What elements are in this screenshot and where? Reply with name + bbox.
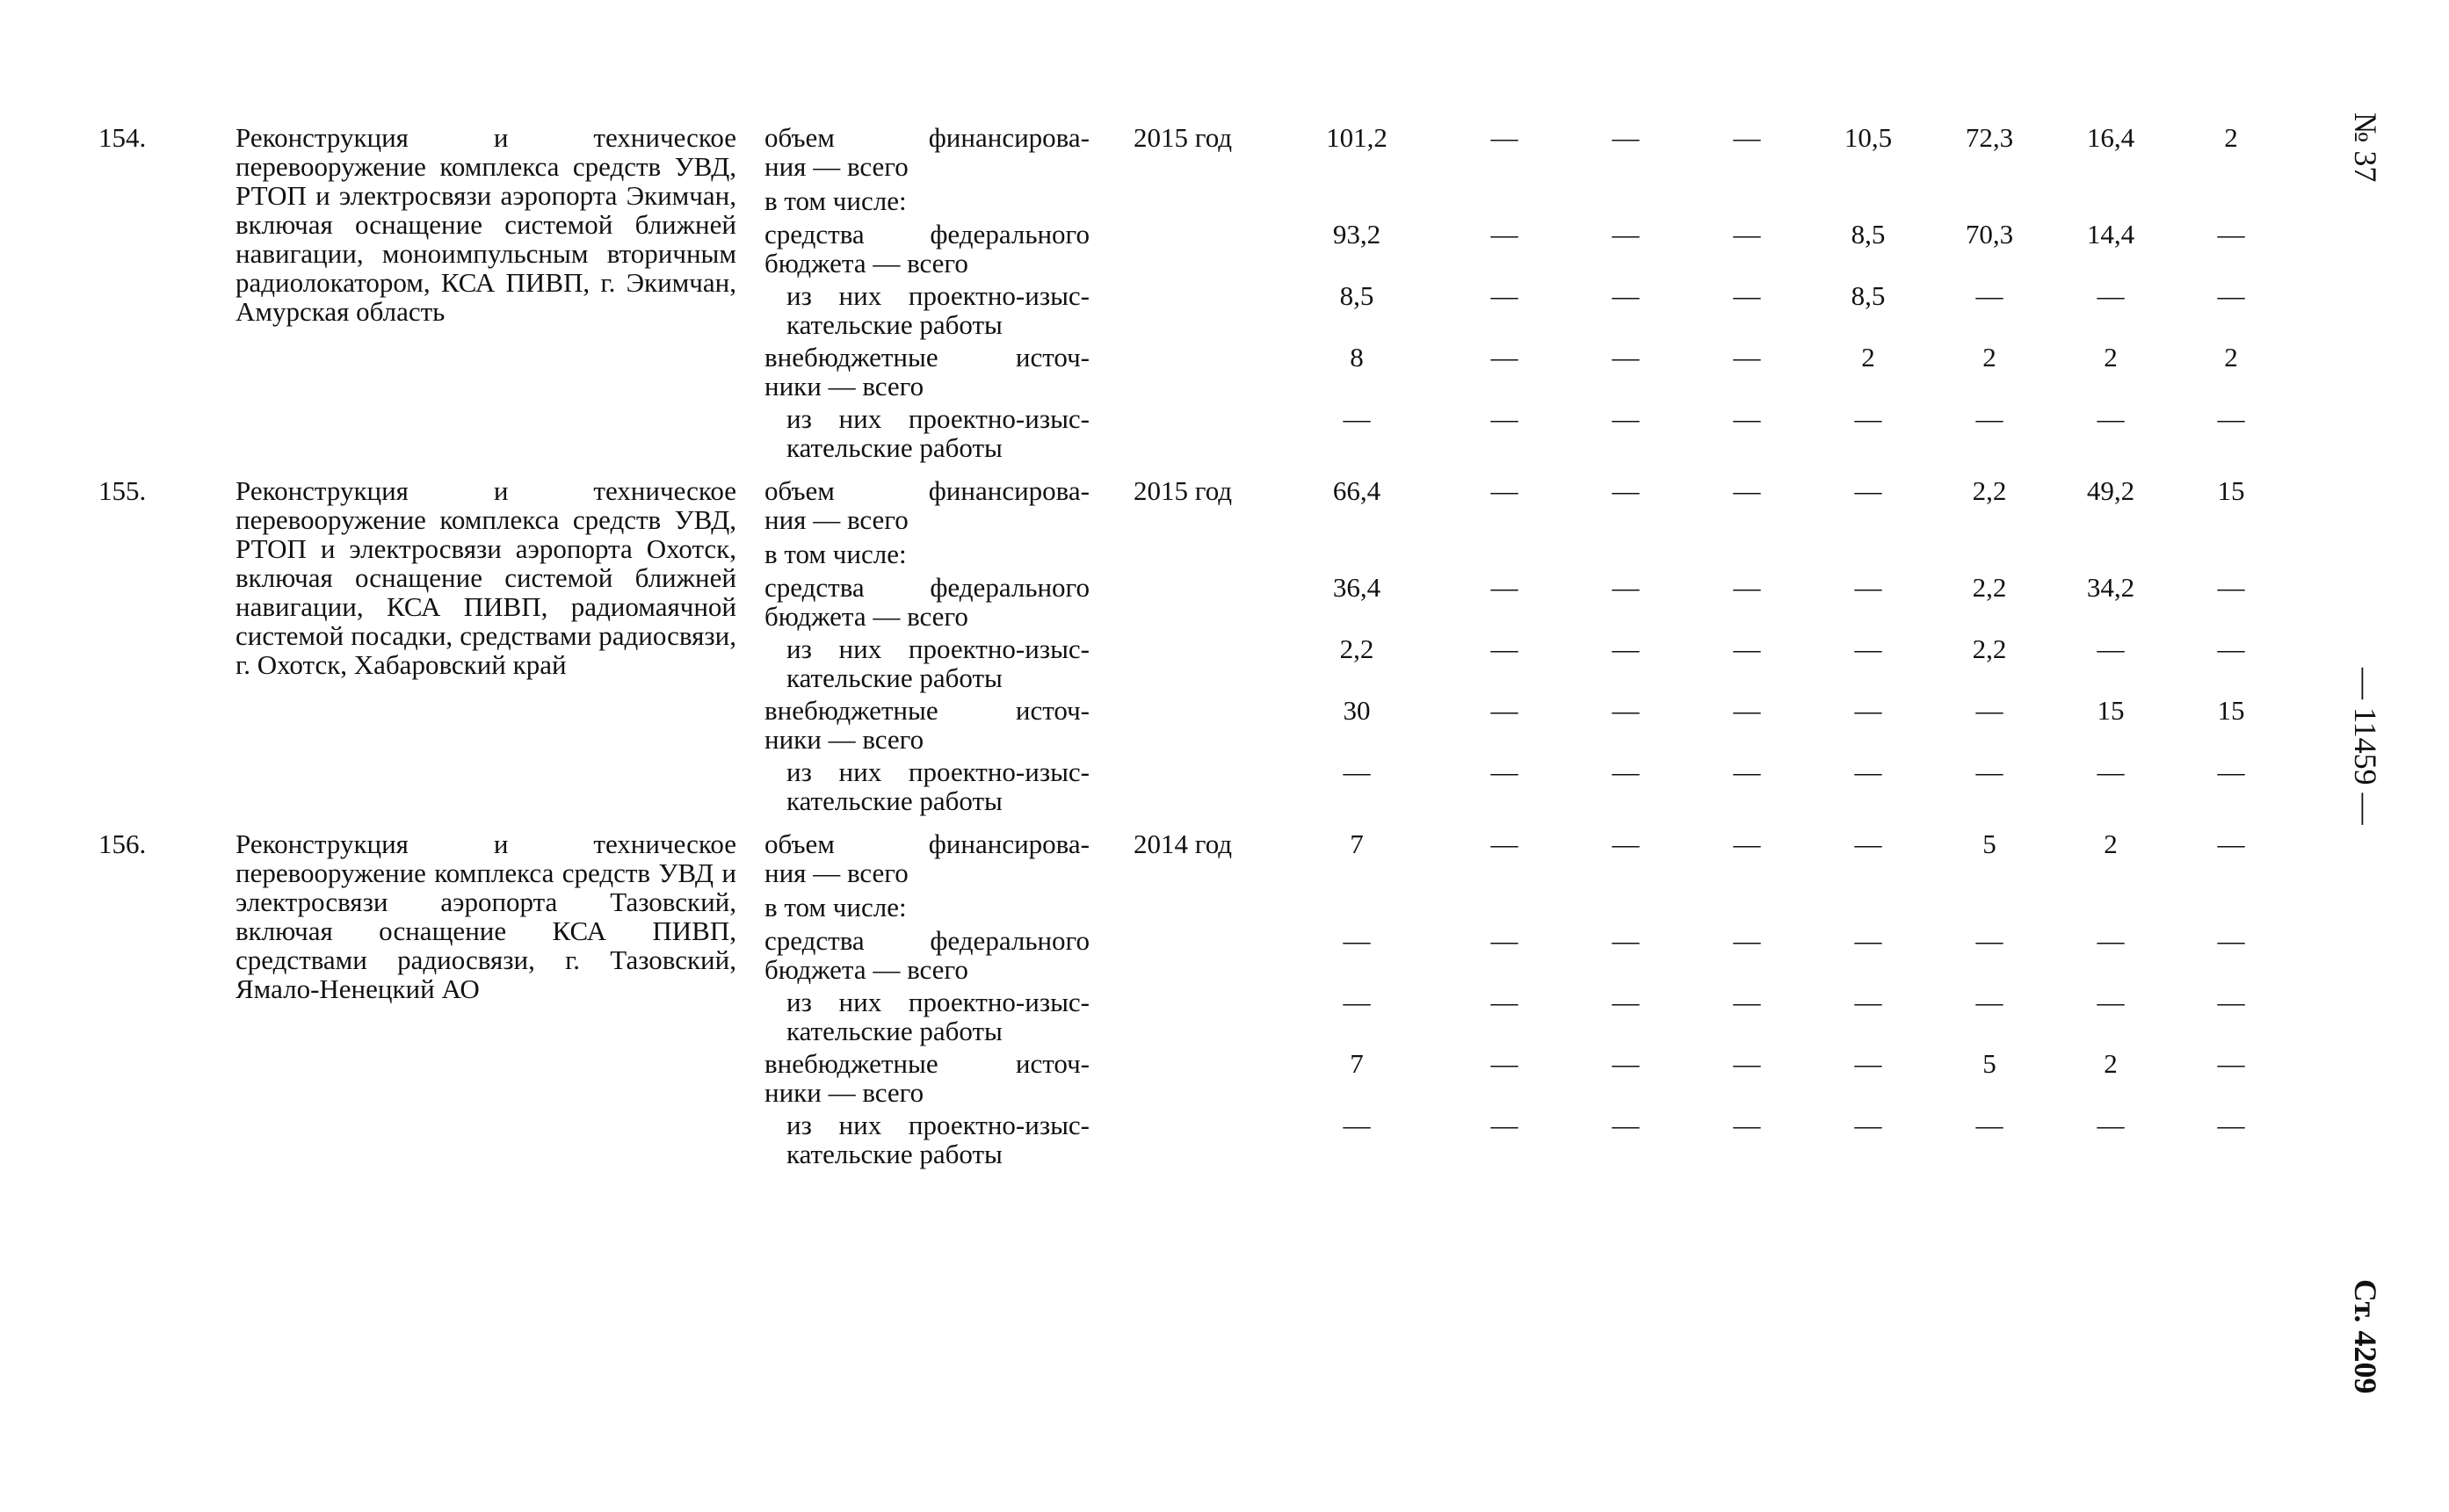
- value-cell: —: [1612, 925, 1640, 956]
- value-cell: —: [2217, 987, 2245, 1017]
- entry-description: Реконструкция и техническое перевооружение комплекса средств УВД и электросвязи аэропорта Тазовский, включая оснащение КСА ПИВП, средствами радиосвязи, г. Тазовский, Ямало-Ненецкий АО: [235, 828, 736, 1004]
- value-cell: —: [1854, 475, 1882, 506]
- value-cell: 2,2: [1972, 475, 2007, 506]
- row-label: [764, 926, 1090, 984]
- value-cell: —: [2217, 1110, 2245, 1140]
- value-cell: 2,2: [1339, 633, 1374, 664]
- value-cell: —: [1490, 280, 1518, 311]
- row-label-line2: кательские работы: [786, 309, 1003, 340]
- entry-number: 154.: [98, 122, 147, 153]
- value-cell: —: [1612, 1048, 1640, 1079]
- value-cell: 7: [1350, 1048, 1364, 1079]
- row-label-line2: ники — всего: [764, 724, 924, 755]
- row-label-line2: бюджета — всего: [764, 248, 968, 279]
- value-cell: —: [1975, 403, 2003, 434]
- value-cell: —: [1854, 925, 1882, 956]
- value-cell: —: [1733, 219, 1761, 250]
- row-label: [764, 343, 1090, 401]
- value-cell: 14,4: [2086, 219, 2135, 250]
- value-cell: 7: [1350, 828, 1364, 859]
- row-label: [764, 1049, 1090, 1107]
- value-cell: —: [1975, 756, 2003, 787]
- row-label: [764, 696, 1090, 754]
- page-number: — 11459 —: [2348, 668, 2383, 825]
- row-label: [786, 404, 1090, 462]
- value-cell: —: [1854, 695, 1882, 726]
- row-label-line2: кательские работы: [786, 662, 1003, 693]
- row-label-line2: кательские работы: [786, 785, 1003, 816]
- issue-number: № 37: [2348, 112, 2383, 183]
- value-cell: 8,5: [1851, 219, 1886, 250]
- value-cell: —: [1490, 925, 1518, 956]
- value-cell: —: [1490, 987, 1518, 1017]
- row-label: [786, 1110, 1090, 1168]
- row-label-line2: ники — всего: [764, 371, 924, 402]
- value-cell: —: [1733, 1110, 1761, 1140]
- value-cell: —: [2217, 633, 2245, 664]
- entry-description: Реконструкция и техническое перевооружение комплекса средств УВД, РТОП и электросвязи аэропорта Экимчан, включая оснащение системой ближней навигации, моноимпульсным вторичным радиолокатором, КСА ПИВП, г. Экимчан, Амурская область: [235, 122, 736, 327]
- row-label-line1: средства федерального: [764, 219, 1090, 250]
- value-cell: —: [1612, 633, 1640, 664]
- row-label: [764, 123, 1090, 181]
- value-cell: —: [2217, 219, 2245, 250]
- row-label-line1: в том числе:: [764, 539, 907, 569]
- value-cell: 36,4: [1332, 572, 1381, 603]
- value-cell: —: [1612, 342, 1640, 373]
- value-cell: —: [1854, 403, 1882, 434]
- row-label-line2: бюджета — всего: [764, 954, 968, 985]
- row-label-line2: ники — всего: [764, 1077, 924, 1108]
- value-cell: 15: [2217, 695, 2245, 726]
- value-cell: —: [1733, 828, 1761, 859]
- value-cell: —: [1733, 403, 1761, 434]
- value-cell: —: [1490, 403, 1518, 434]
- value-cell: —: [2097, 633, 2125, 664]
- row-label-line1: в том числе:: [764, 892, 907, 922]
- value-cell: —: [1854, 1110, 1882, 1140]
- row-label-line1: в том числе:: [764, 185, 907, 216]
- row-label-line2: ния — всего: [764, 151, 909, 182]
- value-cell: 49,2: [2086, 475, 2135, 506]
- value-cell: —: [1612, 987, 1640, 1017]
- row-label: [764, 829, 1090, 887]
- value-cell: —: [1490, 828, 1518, 859]
- value-cell: —: [1612, 403, 1640, 434]
- entry-number: 155.: [98, 475, 147, 506]
- value-cell: —: [1612, 756, 1640, 787]
- value-cell: 2: [2224, 122, 2238, 153]
- row-label-line1: из них проектно-изыс-: [786, 280, 1090, 311]
- row-label-line1: объем финансирова-: [764, 122, 1090, 153]
- row-label: [764, 893, 1090, 922]
- value-cell: 93,2: [1332, 219, 1381, 250]
- value-cell: —: [1733, 475, 1761, 506]
- row-label-line2: кательские работы: [786, 1139, 1003, 1169]
- value-cell: 2: [2104, 1048, 2118, 1079]
- value-cell: —: [2217, 925, 2245, 956]
- entry-description: Реконструкция и техническое перевооружение комплекса средств УВД, РТОП и электросвязи аэропорта Охотск, включая оснащение системой ближней навигации, КСА ПИВП, радиомаячной системой посадки, средствами радиосвязи, г. Охотск, Хабаровский край: [235, 475, 736, 680]
- value-cell: —: [1854, 828, 1882, 859]
- value-cell: —: [2217, 403, 2245, 434]
- value-cell: —: [2097, 280, 2125, 311]
- row-label-line1: средства федерального: [764, 572, 1090, 603]
- value-cell: 2: [2224, 342, 2238, 373]
- row-label-line2: ния — всего: [764, 857, 909, 888]
- value-cell: —: [1612, 219, 1640, 250]
- value-cell: 16,4: [2086, 122, 2135, 153]
- value-cell: 8,5: [1851, 280, 1886, 311]
- value-cell: —: [1612, 122, 1640, 153]
- value-cell: —: [1343, 756, 1371, 787]
- value-cell: 34,2: [2086, 572, 2135, 603]
- row-label-line2: бюджета — всего: [764, 601, 968, 632]
- value-cell: —: [1733, 925, 1761, 956]
- value-cell: —: [1612, 695, 1640, 726]
- value-cell: —: [1490, 633, 1518, 664]
- value-cell: —: [1975, 695, 2003, 726]
- value-cell: —: [1343, 1110, 1371, 1140]
- row-label-line2: кательские работы: [786, 1016, 1003, 1046]
- value-cell: 8: [1350, 342, 1364, 373]
- value-cell: —: [1490, 122, 1518, 153]
- value-cell: —: [1612, 572, 1640, 603]
- value-cell: —: [1733, 342, 1761, 373]
- value-cell: —: [2097, 403, 2125, 434]
- value-cell: —: [1854, 1048, 1882, 1079]
- value-cell: 72,3: [1965, 122, 2014, 153]
- value-cell: —: [1733, 633, 1761, 664]
- row-label: [764, 539, 1090, 568]
- value-cell: —: [2217, 572, 2245, 603]
- value-cell: 5: [1982, 1048, 1996, 1079]
- value-cell: —: [1975, 925, 2003, 956]
- value-cell: —: [1733, 1048, 1761, 1079]
- value-cell: —: [2217, 828, 2245, 859]
- row-label: [764, 186, 1090, 215]
- row-label-line1: объем финансирова-: [764, 475, 1090, 506]
- row-label: [786, 281, 1090, 339]
- value-cell: —: [1612, 828, 1640, 859]
- row-label-line2: кательские работы: [786, 432, 1003, 463]
- value-cell: —: [2217, 756, 2245, 787]
- row-label-line1: средства федерального: [764, 925, 1090, 956]
- value-cell: —: [2217, 280, 2245, 311]
- row-label-line1: из них проектно-изыс-: [786, 403, 1090, 434]
- value-cell: 2: [1861, 342, 1875, 373]
- row-label-line1: из них проектно-изыс-: [786, 1110, 1090, 1140]
- row-label: [764, 573, 1090, 631]
- row-label-line2: ния — всего: [764, 504, 909, 535]
- value-cell: —: [1975, 280, 2003, 311]
- row-label-line1: внебюджетные источ-: [764, 342, 1090, 373]
- value-cell: 66,4: [1332, 475, 1381, 506]
- value-cell: —: [1343, 403, 1371, 434]
- row-label: [786, 634, 1090, 692]
- row-label-line1: объем финансирова-: [764, 828, 1090, 859]
- entry-year: 2014 год: [1134, 828, 1233, 859]
- value-cell: —: [2097, 987, 2125, 1017]
- row-label-line1: из них проектно-изыс-: [786, 633, 1090, 664]
- value-cell: 2: [1982, 342, 1996, 373]
- value-cell: 30: [1343, 695, 1371, 726]
- value-cell: —: [1854, 633, 1882, 664]
- value-cell: 2,2: [1972, 633, 2007, 664]
- row-label: [764, 476, 1090, 534]
- article-page: Ст. 4209: [2348, 1279, 2383, 1394]
- value-cell: 2: [2104, 828, 2118, 859]
- row-label-line1: внебюджетные источ-: [764, 695, 1090, 726]
- value-cell: —: [1733, 695, 1761, 726]
- value-cell: —: [1733, 122, 1761, 153]
- value-cell: —: [1975, 1110, 2003, 1140]
- value-cell: —: [1854, 756, 1882, 787]
- value-cell: —: [1490, 1048, 1518, 1079]
- value-cell: 10,5: [1844, 122, 1893, 153]
- value-cell: —: [2097, 1110, 2125, 1140]
- value-cell: —: [1490, 219, 1518, 250]
- value-cell: —: [1733, 987, 1761, 1017]
- value-cell: 101,2: [1326, 122, 1388, 153]
- row-label: [786, 988, 1090, 1045]
- value-cell: —: [1854, 987, 1882, 1017]
- value-cell: —: [1733, 572, 1761, 603]
- value-cell: —: [1733, 756, 1761, 787]
- entry-year: 2015 год: [1134, 475, 1233, 506]
- value-cell: 2,2: [1972, 572, 2007, 603]
- value-cell: 15: [2217, 475, 2245, 506]
- value-cell: —: [2097, 756, 2125, 787]
- value-cell: —: [1612, 280, 1640, 311]
- value-cell: 8,5: [1339, 280, 1374, 311]
- value-cell: —: [1975, 987, 2003, 1017]
- entry-number: 156.: [98, 828, 147, 859]
- row-label-line1: из них проектно-изыс-: [786, 756, 1090, 787]
- value-cell: —: [2217, 1048, 2245, 1079]
- row-label: [764, 220, 1090, 278]
- row-label-line1: из них проектно-изыс-: [786, 987, 1090, 1017]
- value-cell: —: [1343, 925, 1371, 956]
- value-cell: —: [1612, 475, 1640, 506]
- entry-year: 2015 год: [1134, 122, 1233, 153]
- value-cell: —: [1733, 280, 1761, 311]
- value-cell: 15: [2097, 695, 2125, 726]
- value-cell: —: [1490, 342, 1518, 373]
- value-cell: —: [1490, 695, 1518, 726]
- value-cell: —: [1343, 987, 1371, 1017]
- row-label-line1: внебюджетные источ-: [764, 1048, 1090, 1079]
- value-cell: —: [2097, 925, 2125, 956]
- value-cell: —: [1490, 475, 1518, 506]
- row-label: [786, 757, 1090, 815]
- value-cell: —: [1490, 572, 1518, 603]
- value-cell: —: [1490, 756, 1518, 787]
- value-cell: —: [1612, 1110, 1640, 1140]
- value-cell: 5: [1982, 828, 1996, 859]
- value-cell: 70,3: [1965, 219, 2014, 250]
- value-cell: 2: [2104, 342, 2118, 373]
- value-cell: —: [1854, 572, 1882, 603]
- value-cell: —: [1490, 1110, 1518, 1140]
